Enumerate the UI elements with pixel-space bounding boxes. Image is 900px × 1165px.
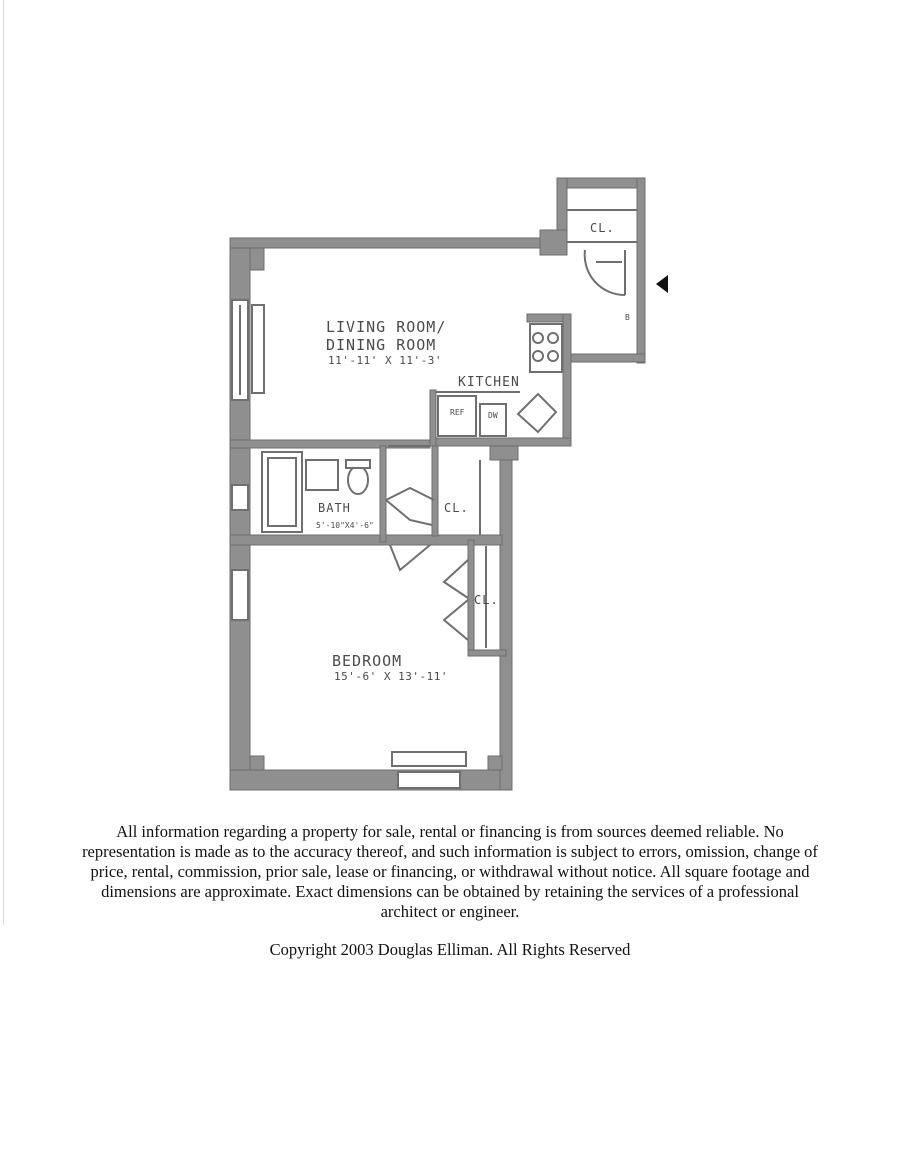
bedroom-right-wall	[500, 455, 512, 790]
disclaimer-text: All information regarding a property for sale, rental or financing is from sources deemed reliable. No representation is made as to the accuracy thereof, and such information is subject to errors, omission, change of price, rental, commission, prior sale, lease or financing, or withdrawal without notice. All square footage and dimensions are approximate. Exact dimensions can be obtained by retaining the services of a professional architect or engineer.	[82, 822, 818, 921]
closet-top-wall	[557, 178, 645, 188]
bath-bottom-wall	[230, 535, 502, 545]
dishwasher-label: DW	[488, 411, 498, 420]
living-room-label: LIVING ROOM/	[326, 318, 447, 336]
entry-mark: B	[625, 313, 630, 322]
bedroom-dimensions: 15'-6' X 13'-11'	[334, 670, 448, 683]
kitchen-sink	[518, 394, 556, 432]
refrigerator-label: REF	[450, 408, 465, 417]
entry-arrow-icon	[656, 275, 668, 293]
bedroom-window	[398, 772, 460, 788]
dining-room-label: DINING ROOM	[326, 336, 437, 354]
corner-block-br	[488, 756, 502, 770]
kitchen-bottom-wall	[430, 438, 571, 446]
bath-door	[386, 488, 434, 500]
bath-sink	[306, 460, 338, 490]
bedroom-closet-bottom-wall	[468, 650, 506, 656]
bath-dimensions: 5'-10"X4'-6"	[316, 521, 374, 530]
bedroom-door	[390, 545, 430, 570]
top-wall	[230, 238, 560, 248]
bath-label: BATH	[318, 501, 351, 515]
entry-closet-label: CL.	[590, 221, 615, 235]
radiator	[252, 305, 264, 393]
kitchen-right-wall	[563, 314, 571, 446]
corner-block	[540, 230, 567, 255]
corner-block-bl	[250, 756, 264, 770]
living-room-dimensions: 11'-11' X 11'-3'	[328, 354, 442, 367]
corner-block-tl	[250, 248, 264, 270]
kitchen-label: KITCHEN	[458, 375, 520, 390]
entry-closet	[567, 210, 668, 295]
bottom-wall	[230, 770, 512, 790]
hall-closet-left-wall	[432, 446, 438, 536]
kitchen-left-wall	[430, 390, 436, 446]
copyright-text: Copyright 2003 Douglas Elliman. All Rights Reserved	[269, 940, 631, 959]
bedroom-closet-label: CL.	[474, 593, 499, 607]
bedroom-label: BEDROOM	[332, 652, 403, 670]
stove	[530, 324, 562, 372]
bedroom-radiator	[392, 752, 466, 766]
hall-corner	[490, 446, 518, 460]
entry-right-wall	[637, 178, 645, 363]
entry-bottom-wall	[567, 354, 645, 362]
bedroom-closet-door	[444, 560, 468, 598]
dishwasher	[480, 404, 506, 436]
bedroom-side-window	[232, 570, 248, 620]
bath-fixtures	[262, 452, 370, 532]
bath-right-wall	[380, 446, 386, 542]
hall-closet-label: CL.	[444, 501, 469, 515]
bath-window	[232, 485, 248, 510]
toilet	[348, 466, 368, 494]
entry-door-swing	[585, 250, 625, 295]
